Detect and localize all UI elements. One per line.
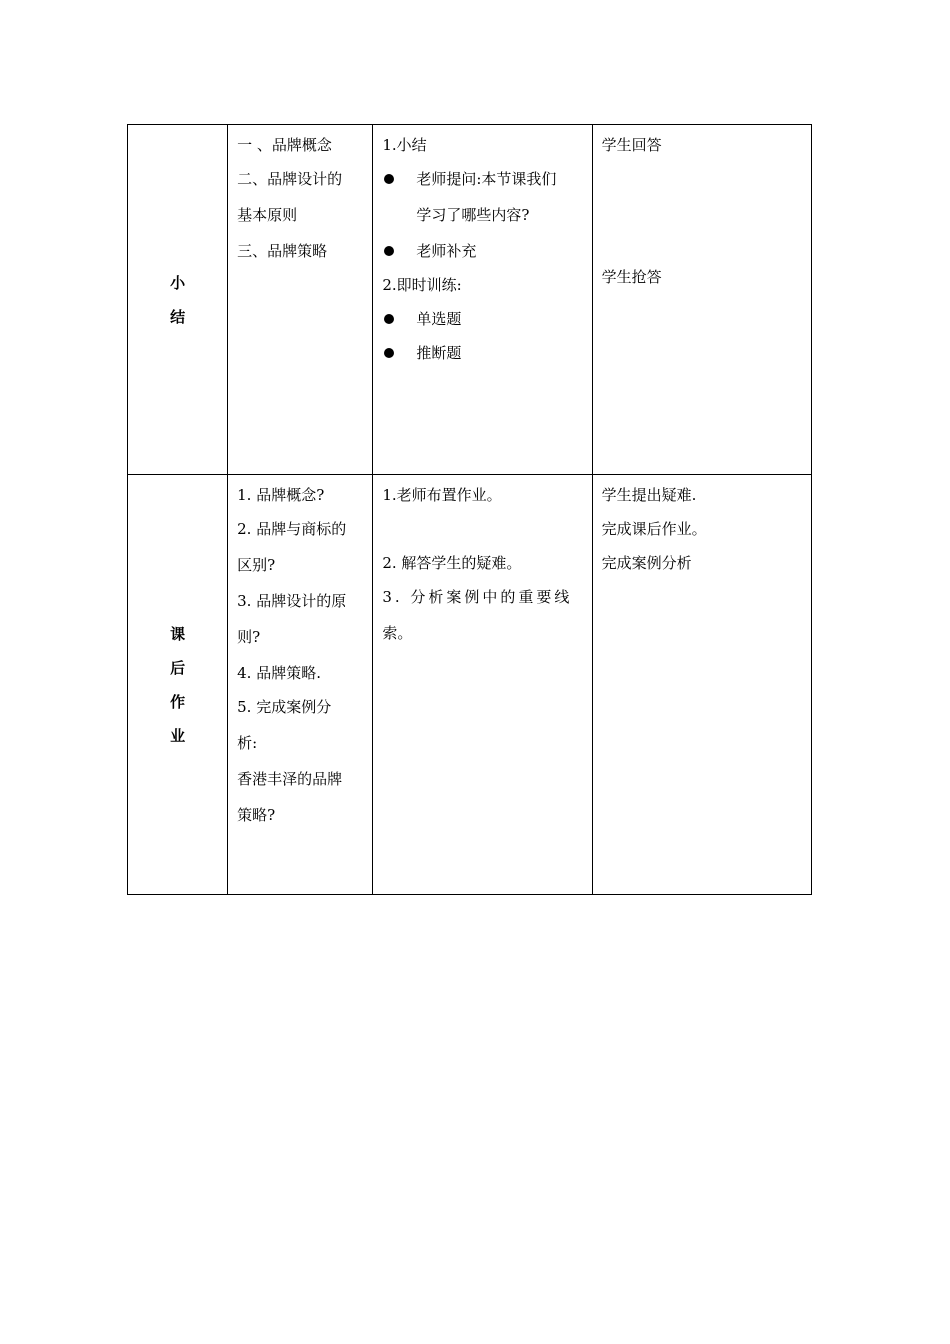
homework-student-line: 完成课后作业。 bbox=[601, 520, 707, 538]
bullet-dot-icon bbox=[384, 348, 394, 358]
homework-label-char: 业 bbox=[170, 726, 186, 745]
summary-content-line: 三、品牌策略 bbox=[237, 242, 328, 260]
homework-content-line: 区别? bbox=[237, 556, 276, 574]
homework-student-cell bbox=[592, 475, 811, 895]
homework-student-line: 学生提出疑难. bbox=[601, 486, 697, 504]
homework-content-cell bbox=[228, 475, 373, 895]
summary-row bbox=[128, 125, 812, 475]
homework-content-line: 4. 品牌策略. bbox=[237, 664, 321, 682]
summary-teacher-cell bbox=[373, 125, 592, 475]
homework-label-cell bbox=[128, 475, 228, 895]
summary-teacher-bullet bbox=[382, 234, 583, 268]
homework-content-line: 2. 品牌与商标的 bbox=[237, 520, 347, 538]
homework-teacher-line: 索。 bbox=[382, 624, 413, 642]
bullet-text: 老师提问:本节课我们 bbox=[416, 170, 557, 188]
summary-student-line: 学生回答 bbox=[601, 136, 662, 154]
homework-content-line: 5. 完成案例分 bbox=[237, 698, 332, 716]
homework-content-line: 析: bbox=[237, 734, 258, 752]
summary-teacher-bullet bbox=[382, 162, 583, 196]
bullet-text: 推断题 bbox=[416, 344, 462, 362]
summary-content-line: 二、品牌设计的 bbox=[237, 170, 343, 188]
bullet-text: 单选题 bbox=[416, 310, 462, 328]
summary-label-char: 结 bbox=[170, 307, 186, 326]
summary-content-cell bbox=[228, 125, 373, 475]
lesson-plan-table bbox=[127, 124, 812, 895]
homework-label-char: 作 bbox=[170, 692, 186, 711]
homework-teacher-line: 2. 解答学生的疑难。 bbox=[382, 554, 522, 572]
summary-teacher-bullet bbox=[382, 302, 583, 336]
homework-content-line: 则? bbox=[237, 628, 261, 646]
homework-teacher-line: 1.老师布置作业。 bbox=[382, 486, 502, 504]
summary-student-cell bbox=[592, 125, 811, 475]
summary-teacher-bullet bbox=[382, 336, 583, 370]
bullet-text-continued: 学习了哪些内容? bbox=[416, 206, 530, 224]
summary-teacher-heading: 2.即时训练: bbox=[382, 276, 462, 294]
homework-teacher-cell bbox=[373, 475, 592, 895]
bullet-dot-icon bbox=[384, 246, 394, 256]
bullet-dot-icon bbox=[384, 314, 394, 324]
summary-content-line: 基本原则 bbox=[237, 206, 298, 224]
homework-content-line: 策略? bbox=[237, 806, 276, 824]
summary-student-line: 学生抢答 bbox=[601, 268, 662, 286]
homework-label-char: 后 bbox=[170, 658, 186, 677]
summary-label-char: 小 bbox=[170, 273, 186, 292]
summary-content-line: 一 、品牌概念 bbox=[237, 136, 332, 154]
summary-teacher-heading: 1.小结 bbox=[382, 136, 427, 154]
bullet-dot-icon bbox=[384, 174, 394, 184]
homework-content-line: 1. 品牌概念? bbox=[237, 486, 325, 504]
homework-content-line: 3. 品牌设计的原 bbox=[237, 592, 347, 610]
homework-label-char: 课 bbox=[170, 624, 186, 643]
summary-label-cell bbox=[128, 125, 228, 475]
bullet-text: 老师补充 bbox=[416, 242, 477, 260]
homework-row bbox=[128, 475, 812, 895]
homework-teacher-line: 3. 分析案例中的重要线 bbox=[382, 588, 573, 606]
homework-student-line: 完成案例分析 bbox=[601, 554, 692, 572]
homework-content-line: 香港丰泽的品牌 bbox=[237, 770, 343, 788]
